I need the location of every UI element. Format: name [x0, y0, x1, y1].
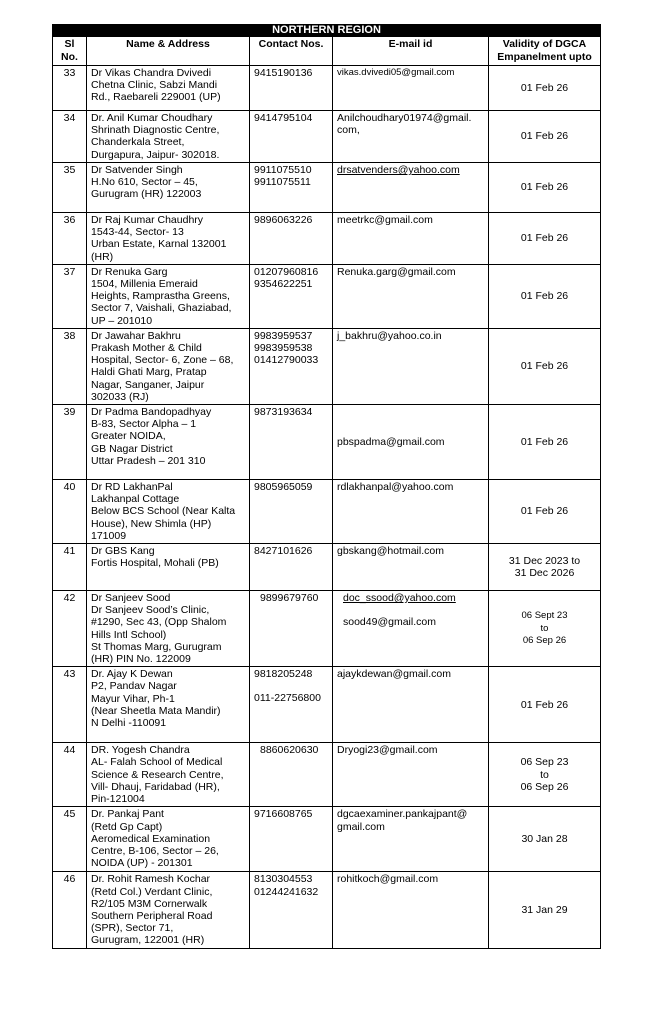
name-line: GB Nagar District — [91, 442, 173, 455]
serial-number-cell — [53, 807, 87, 872]
contact-line: 01244241632 — [254, 885, 319, 898]
validity-line: 31 Dec 2026 — [514, 567, 575, 580]
email-line: rohitkoch@gmail.com — [337, 873, 439, 886]
contact-cell — [250, 111, 333, 163]
name-line: Aeromedical Examination — [91, 832, 211, 845]
name-line: Dr Padma Bandopadhyay — [91, 406, 212, 419]
name-line: Dr. Pankaj Pant — [91, 808, 164, 821]
name-line: (Near Sheetla Mata Mandir) — [91, 704, 221, 717]
serial-number: 37 — [63, 265, 76, 278]
name-line: 302033 (RJ) — [91, 390, 149, 403]
name-line: Dr Jawahar Bakhru — [91, 329, 181, 342]
name-line: Prakash Mother & Child — [91, 342, 202, 355]
email-line: com, — [337, 124, 360, 137]
name-line: Pin-121004 — [91, 793, 145, 806]
validity-line: 06 Sept 23 — [521, 610, 568, 622]
validity-line: 01 Feb 26 — [520, 698, 569, 711]
header-email: E-mail id — [333, 37, 489, 66]
name-address-cell — [87, 591, 250, 667]
contact-cell — [250, 807, 333, 872]
name-line: Southern Peripheral Road — [91, 909, 213, 922]
contact-cell — [250, 480, 333, 544]
name-line: Hills Intl School) — [91, 628, 167, 641]
name-line: Lakhanpal Cottage — [91, 493, 180, 506]
name-line: 1543-44, Sector- 13 — [91, 226, 184, 239]
serial-number: 38 — [63, 329, 76, 342]
validity-cell — [489, 480, 601, 544]
contact-cell — [250, 544, 333, 591]
serial-number: 46 — [63, 873, 76, 886]
email-line: meetrkc@gmail.com — [337, 214, 433, 226]
serial-number-cell — [53, 667, 87, 743]
name-address-cell — [87, 667, 250, 743]
contact-line: 9873193634 — [254, 406, 313, 419]
name-line: Dr. Rohit Ramesh Kochar — [91, 873, 211, 886]
name-address-cell — [87, 743, 250, 807]
name-address-cell — [87, 111, 250, 163]
name-line: Mayur Vihar, Ph-1 — [91, 692, 175, 705]
table-row — [53, 111, 601, 163]
serial-number: 41 — [63, 545, 76, 558]
name-address-cell — [87, 872, 250, 949]
table-row — [53, 591, 601, 667]
name-line: Dr. Ajay K Dewan — [91, 668, 173, 681]
name-line: Gurugram (HR) 122003 — [91, 188, 202, 201]
email-line: ajaykdewan@gmail.com — [337, 668, 451, 681]
table-row — [53, 544, 601, 591]
name-line: NOIDA (UP) - 201301 — [91, 857, 193, 870]
serial-number-cell — [53, 480, 87, 544]
validity-cell — [489, 591, 601, 667]
email-line: sood49@gmail.com — [343, 616, 436, 629]
name-line: Dr Sanjeev Sood’s Clinic, — [91, 604, 210, 617]
serial-number: 36 — [63, 214, 76, 226]
validity-line: 31 Jan 29 — [521, 904, 568, 917]
header-validity: Validity of DGCA Empanelment upto — [489, 37, 601, 66]
table-row — [53, 872, 601, 949]
validity-line: 01 Feb 26 — [520, 360, 569, 373]
name-line: House), New Shimla (HP) — [91, 517, 212, 530]
name-address-cell — [87, 213, 250, 265]
table-row — [53, 213, 601, 265]
email-line: gbskang@hotmail.com — [337, 545, 444, 558]
contact-cell — [250, 405, 333, 480]
header-sl: Sl No. — [53, 37, 87, 66]
name-line: Centre, B-106, Sector – 26, — [91, 844, 219, 857]
name-line: Gurugram, 122001 (HR) — [91, 934, 205, 947]
validity-cell — [489, 111, 601, 163]
name-line: B-83, Sector Alpha – 1 — [91, 418, 197, 431]
serial-number-cell — [53, 872, 87, 949]
validity-cell — [489, 872, 601, 949]
email-cell — [333, 667, 489, 743]
email-line: doc_ssood@yahoo.com — [343, 592, 456, 605]
name-line: UP – 201010 — [91, 314, 153, 327]
name-line: Below BCS School (Near Kalta — [91, 505, 236, 518]
name-line: P2, Pandav Nagar — [91, 680, 177, 693]
name-line: Dr. Anil Kumar Choudhary — [91, 112, 213, 124]
table-row — [53, 480, 601, 544]
header-contact: Contact Nos. — [250, 37, 333, 66]
name-line: Shrinath Diagnostic Centre, — [91, 124, 220, 137]
serial-number: 33 — [63, 67, 76, 79]
contact-line: 9716608765 — [254, 808, 313, 821]
name-line: Durgapura, Jaipur- 302018. — [91, 148, 220, 161]
serial-number-cell — [53, 163, 87, 213]
email-cell — [333, 480, 489, 544]
table-row — [53, 743, 601, 807]
contact-line: 8860620630 — [260, 744, 319, 757]
table-row — [53, 163, 601, 213]
serial-number: 42 — [63, 592, 76, 605]
serial-number: 39 — [63, 406, 76, 419]
name-line: Vill- Dhauj, Faridabad (HR), — [91, 780, 220, 793]
name-line: (SPR), Sector 71, — [91, 922, 174, 935]
validity-line: 06 Sep 26 — [522, 634, 567, 646]
name-address-cell — [87, 480, 250, 544]
serial-number-cell — [53, 213, 87, 265]
email-cell — [333, 328, 489, 404]
contact-line: 01207960816 — [254, 265, 319, 278]
name-line: 1504, Millenia Emeraid — [91, 278, 198, 291]
table-row — [53, 328, 601, 404]
name-line: (HR) — [91, 250, 114, 263]
validity-cell — [489, 328, 601, 404]
serial-number-cell — [53, 591, 87, 667]
name-line: Dr RD LakhanPal — [91, 481, 173, 494]
serial-number-cell — [53, 66, 87, 111]
document-page — [52, 24, 600, 949]
table-row — [53, 264, 601, 328]
table-row — [53, 807, 601, 872]
validity-cell — [489, 66, 601, 111]
name-line: Science & Research Centre, — [91, 768, 224, 781]
name-line: 171009 — [91, 529, 127, 542]
contact-line: 9983959537 — [254, 329, 313, 342]
name-line: Nagar, Sanganer, Jaipur — [91, 378, 205, 391]
serial-number: 40 — [63, 481, 76, 494]
header-name: Name & Address — [87, 37, 250, 66]
serial-number: 35 — [63, 164, 76, 176]
validity-cell — [489, 743, 601, 807]
email-line: j_bakhru@yahoo.co.in — [337, 329, 442, 342]
email-line: Dryogi23@gmail.com — [337, 744, 438, 757]
name-address-cell — [87, 544, 250, 591]
contact-line: 9354622251 — [254, 278, 313, 291]
email-cell — [333, 111, 489, 163]
email-line: drsatvenders@yahoo.com — [337, 164, 460, 176]
email-line: dgcaexaminer.pankajpant@ — [337, 808, 468, 821]
name-line: Fortis Hospital, Mohali (PB) — [91, 557, 219, 570]
email-cell — [333, 264, 489, 328]
region-title: NORTHERN REGION — [53, 25, 601, 37]
name-line: Dr GBS Kang — [91, 545, 155, 558]
contact-cell — [250, 743, 333, 807]
contact-line: 9896063226 — [254, 214, 313, 226]
serial-number-cell — [53, 264, 87, 328]
validity-cell — [489, 405, 601, 480]
name-line: (Retd Col.) Verdant Clinic, — [91, 885, 213, 898]
contact-line: 9805965059 — [254, 481, 313, 494]
serial-number: 34 — [63, 112, 76, 124]
contact-line: 9911075511 — [254, 176, 311, 189]
name-address-cell — [87, 807, 250, 872]
email-cell — [333, 163, 489, 213]
name-address-cell — [87, 328, 250, 404]
contact-cell — [250, 66, 333, 111]
contact-line: 9415190136 — [254, 67, 313, 79]
name-line: AL- Falah School of Medical — [91, 756, 223, 769]
contact-line: 8427101626 — [254, 545, 313, 558]
name-line: Chetna Clinic, Sabzi Mandi — [91, 79, 218, 92]
contact-cell — [250, 213, 333, 265]
contact-cell — [250, 328, 333, 404]
serial-number-cell — [53, 328, 87, 404]
name-line: Uttar Pradesh – 201 310 — [91, 454, 206, 467]
serial-number-cell — [53, 743, 87, 807]
serial-number-cell — [53, 544, 87, 591]
name-line: Dr Renuka Garg — [91, 265, 168, 278]
name-line: Chanderkala Street, — [91, 136, 185, 149]
email-line: Renuka.garg@gmail.com — [337, 265, 456, 278]
email-line: pbspadma@gmail.com — [337, 435, 445, 448]
contact-cell — [250, 163, 333, 213]
contact-line: 01412790033 — [254, 354, 319, 367]
validity-cell — [489, 667, 601, 743]
validity-line: 31 Dec 2023 to — [508, 554, 581, 567]
name-line: Sector 7, Vaishali, Ghaziabad, — [91, 302, 232, 315]
validity-line: 01 Feb 26 — [520, 505, 569, 518]
name-line: Dr Vikas Chandra Dvivedi — [91, 67, 212, 79]
name-line: Heights, Ramprastha Greens, — [91, 290, 230, 303]
name-address-cell — [87, 405, 250, 480]
email-cell — [333, 743, 489, 807]
contact-cell — [250, 872, 333, 949]
validity-line: to — [540, 768, 549, 781]
table-row — [53, 667, 601, 743]
name-line: DR. Yogesh Chandra — [91, 744, 190, 757]
validity-line: 01 Feb 26 — [520, 130, 569, 143]
email-cell — [333, 807, 489, 872]
contact-cell — [250, 264, 333, 328]
email-cell — [333, 66, 489, 111]
email-cell — [333, 872, 489, 949]
contact-line: 8130304553 — [254, 873, 313, 886]
contact-line: 011-22756800 — [254, 692, 321, 705]
name-address-cell — [87, 264, 250, 328]
name-line: #1290, Sec 43, (Opp Shalom — [91, 616, 227, 629]
name-line: Rd., Raebareli 229001 (UP) — [91, 91, 221, 104]
validity-line: 01 Feb 26 — [520, 290, 569, 303]
email-cell — [333, 213, 489, 265]
validity-cell — [489, 213, 601, 265]
serial-number: 45 — [63, 808, 76, 821]
name-line: N Delhi -110091 — [91, 717, 167, 730]
contact-line: 9414795104 — [254, 112, 313, 124]
contact-line: 9911075510 — [254, 164, 312, 176]
validity-line: 01 Feb 26 — [520, 81, 569, 94]
name-line: R2/105 M3M Cornerwalk — [91, 897, 208, 910]
doctor-table — [52, 24, 601, 949]
email-line: vikas.dvivedi05@gmail.com — [337, 67, 455, 78]
validity-line: 30 Jan 28 — [521, 833, 568, 846]
email-line: Anilchoudhary01974@gmail. — [337, 112, 472, 124]
contact-cell — [250, 667, 333, 743]
email-line: gmail.com — [337, 820, 385, 833]
name-line: St Thomas Marg, Gurugram — [91, 640, 222, 653]
validity-line: 01 Feb 26 — [520, 181, 569, 194]
name-line: Hospital, Sector- 6, Zone – 68, — [91, 354, 234, 367]
validity-cell — [489, 807, 601, 872]
validity-line: 06 Sep 23 — [520, 756, 569, 769]
serial-number-cell — [53, 111, 87, 163]
name-address-cell — [87, 163, 250, 213]
validity-cell — [489, 544, 601, 591]
validity-cell — [489, 163, 601, 213]
serial-number: 43 — [63, 668, 76, 681]
name-line: H.No 610, Sector – 45, — [91, 176, 198, 189]
contact-line: 9983959538 — [254, 342, 313, 355]
table-row — [53, 66, 601, 111]
serial-number: 44 — [63, 744, 76, 757]
table-row — [53, 405, 601, 480]
name-line: Dr Sanjeev Sood — [91, 592, 171, 605]
name-line: Dr Raj Kumar Chaudhry — [91, 214, 204, 226]
name-line: Haldi Ghati Marg, Pratap — [91, 366, 207, 379]
email-cell — [333, 405, 489, 480]
contact-line: 9818205248 — [254, 668, 313, 681]
email-cell — [333, 591, 489, 667]
name-line: Greater NOIDA, — [91, 430, 166, 443]
email-line: rdlakhanpal@yahoo.com — [337, 481, 454, 494]
name-line: (Retd Gp Capt) — [91, 820, 163, 833]
validity-line: to — [540, 622, 549, 634]
name-line: Dr Satvender Singh — [91, 164, 183, 176]
validity-line: 06 Sep 26 — [520, 780, 569, 793]
name-line: (HR) PIN No. 122009 — [91, 653, 191, 666]
name-address-cell — [87, 66, 250, 111]
validity-cell — [489, 264, 601, 328]
serial-number-cell — [53, 405, 87, 480]
validity-line: 01 Feb 26 — [520, 232, 569, 245]
contact-cell — [250, 591, 333, 667]
email-cell — [333, 544, 489, 591]
validity-line: 01 Feb 26 — [520, 435, 569, 448]
name-line: Urban Estate, Karnal 132001 — [91, 238, 227, 251]
contact-line: 9899679760 — [260, 592, 319, 605]
